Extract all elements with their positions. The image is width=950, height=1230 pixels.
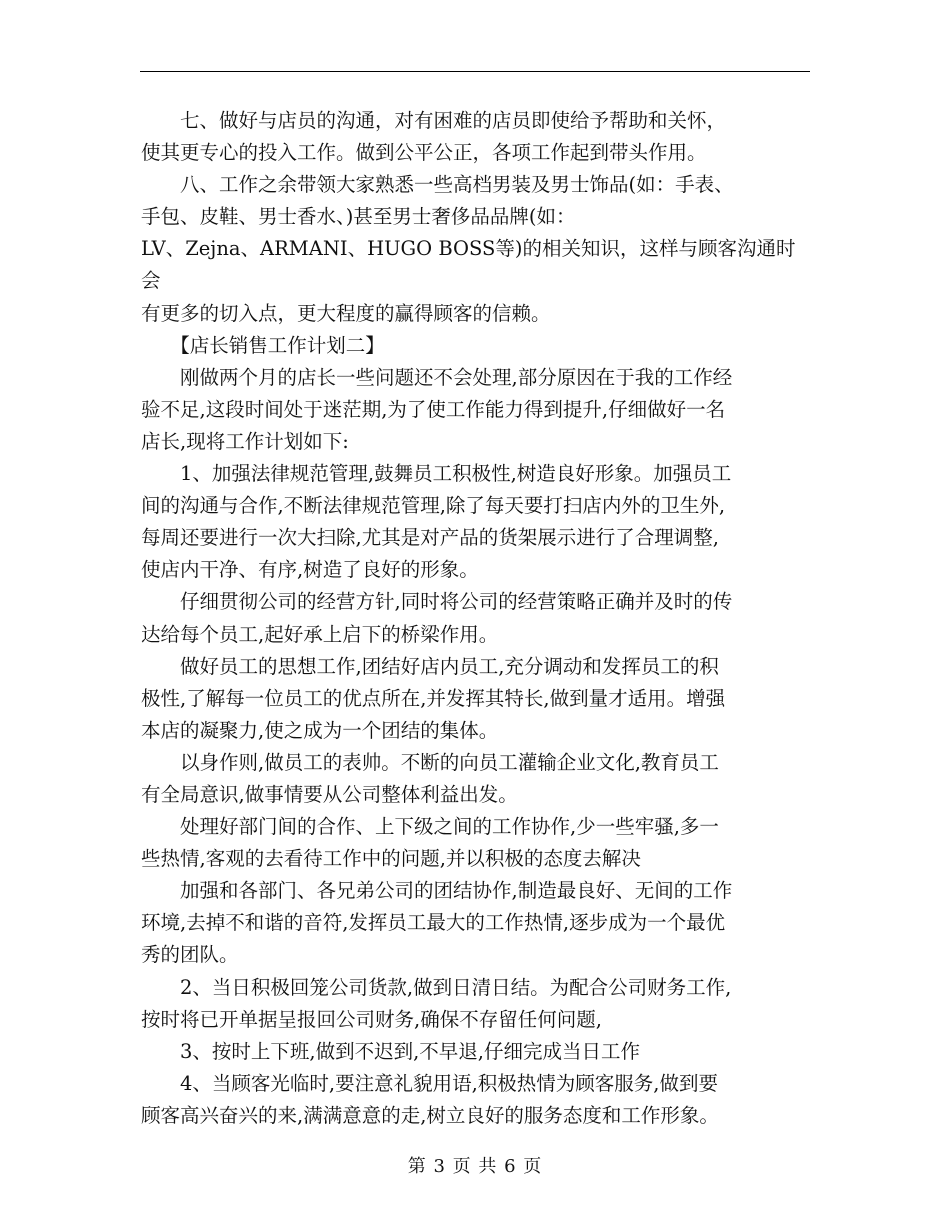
paragraph-intro: 刚做两个月的店长一些问题还不会处理,部分原因在于我的工作经 验不足,这段时间处于迷茫期,为了使工作能力得到提升,仔细做好一名 店长,现将工作计划如下: xyxy=(141,365,733,453)
page-number: 第 3 页 共 6 页 xyxy=(407,1156,543,1177)
paragraph-policy: 仔细贯彻公司的经营方针,同时将公司的经营策略正确并及时的传 达给每个员工,起好承上启下的桥梁作用。 xyxy=(141,590,733,646)
header-rule xyxy=(140,71,810,72)
paragraph-item-8: 八、工作之余带领大家熟悉一些高档男装及男士饰品(如：手表、 手包、皮鞋、男士香水、)甚至男士奢侈品品牌(如： LV、Zejna、ARMANI、HUGO BOSS等)的相关知识，这样与顾客沟通时会 有更多的切入点，更大程度的赢得顾客的信赖。 xyxy=(141,173,796,325)
document-body xyxy=(141,105,809,1132)
paragraph-point-2: 2、当日积极回笼公司货款,做到日清日结。为配合公司财务工作, 按时将已开单据呈报回公司财务,确保不存留任何问题, xyxy=(141,975,732,1031)
paragraph-point-1: 1、加强法律规范管理,鼓舞员工积极性,树造良好形象。加强员工 间的沟通与合作,不断法律规范管理,除了每天要打扫店内外的卫生外, 每周还要进行一次大扫除,尤其是对产品的货架展示进行了合理调整, 使店内干净、有序,树造了良好的形象。 xyxy=(141,462,732,582)
paragraph-item-7: 七、做好与店员的沟通，对有困难的店员即使给予帮助和关怀， 使其更专心的投入工作。做到公平公正，各项工作起到带头作用。 xyxy=(141,109,727,165)
paragraph-point-4: 4、当顾客光临时,要注意礼貌用语,积极热情为顾客服务,做到要 顾客高兴奋兴的来,满满意意的走,树立良好的服务态度和工作形象。 xyxy=(141,1071,719,1127)
paragraph-staff: 做好员工的思想工作,团结好店内员工,充分调动和发挥员工的积 极性,了解每一位员工的优点所在,并发挥其特长,做到量才适用。增强 本店的凝聚力,使之成为一个团结的集体。 xyxy=(141,654,726,742)
paragraph-point-3: 3、按时上下班,做到不迟到,不早退,仔细完成当日工作 xyxy=(141,1039,641,1063)
paragraph-teamwork: 加强和各部门、各兄弟公司的团结协作,制造最良好、无间的工作 环境,去掉不和谐的音符,发挥员工最大的工作热情,逐步成为一个最优 秀的团队。 xyxy=(141,879,733,967)
paragraph-example: 以身作则,做员工的表帅。不断的向员工灌输企业文化,教育员工 有全局意识,做事情要从公司整体利益出发。 xyxy=(141,750,719,806)
paragraph-cooperation: 处理好部门间的合作、上下级之间的工作协作,少一些牢骚,多一 些热情,客观的去看待工作中的问题,并以积极的态度去解决 xyxy=(141,815,719,871)
section-heading: 【店长销售工作计划二】 xyxy=(141,333,385,357)
